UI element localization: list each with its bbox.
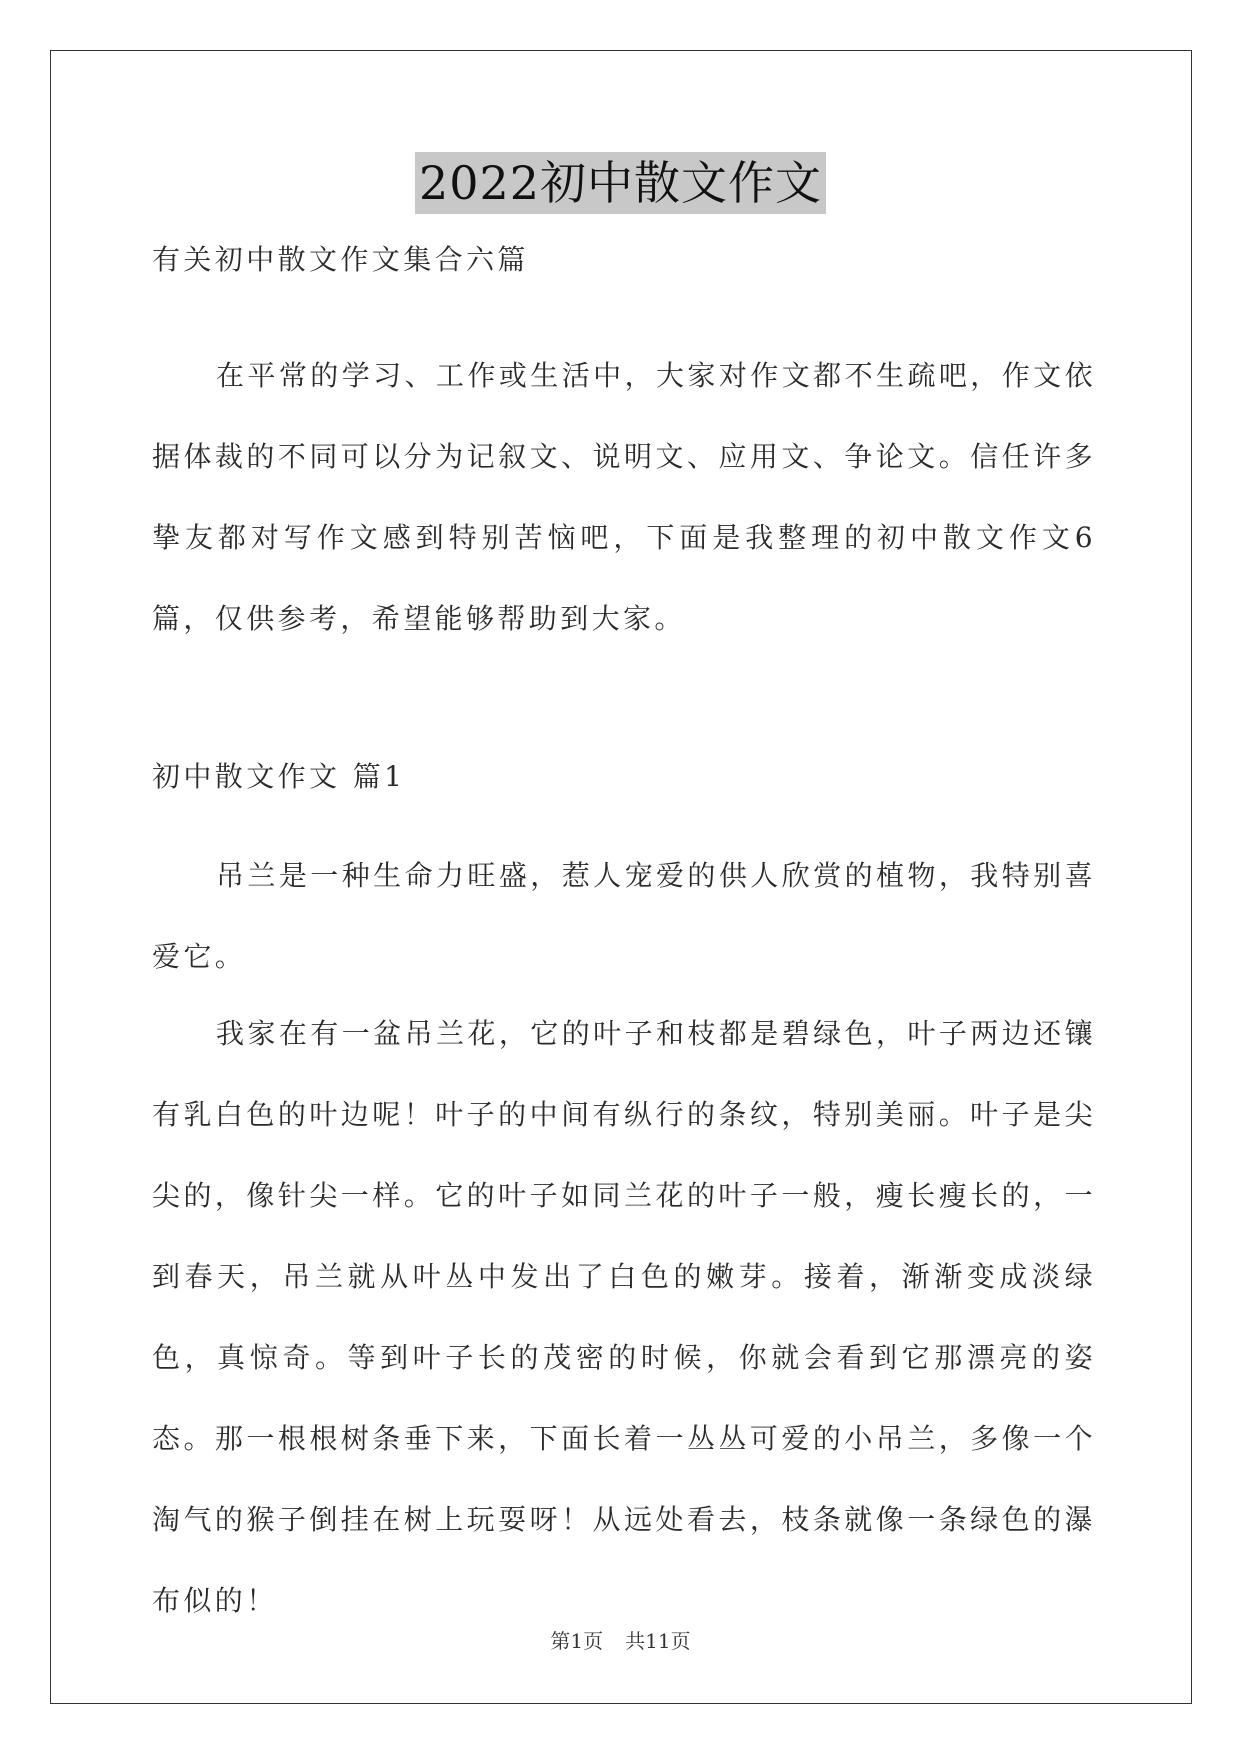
title-container: [0, 152, 1241, 214]
section-paragraph: 我家在有一盆吊兰花，它的叶子和枝都是碧绿色，叶子两边还镶有乳白色的叶边呢！叶子的中间有纵行的条纹，特别美丽。叶子是尖尖的，像针尖一样。它的叶子如同兰花的叶子一般，瘦长瘦长的，一到春天，吊兰就从叶丛中发出了白色的嫩芽。接着，渐渐变成淡绿色，真惊奇。等到叶子长的茂密的时候，你就会看到它那漂亮的姿态。那一根根树条垂下来，下面长着一丛丛可爱的小吊兰，多像一个淘气的猴子倒挂在树上玩耍呀！从远处看去，枝条就像一条绿色的瀑布似的！: [152, 1017, 1096, 1617]
section-paragraph: 吊兰是一种生命力旺盛，惹人宠爱的供人欣赏的植物，我特别喜爱它。: [152, 859, 1096, 973]
page-total: 共11页: [625, 1629, 691, 1653]
page-footer: [0, 1628, 1241, 1654]
document-subtitle: 有关初中散文作文集合六篇: [152, 243, 529, 276]
page-number: 第1页: [550, 1629, 604, 1653]
document-title: 2022初中散文作文: [415, 152, 826, 214]
intro-paragraph: 在平常的学习、工作或生活中，大家对作文都不生疏吧，作文依据体裁的不同可以分为记叙文、说明文、应用文、争论文。信任许多挚友都对写作文感到特别苦恼吧，下面是我整理的初中散文作文6篇，仅供参考，希望能够帮助到大家。: [152, 359, 1096, 635]
section-heading: 初中散文作文 篇1: [152, 760, 406, 793]
